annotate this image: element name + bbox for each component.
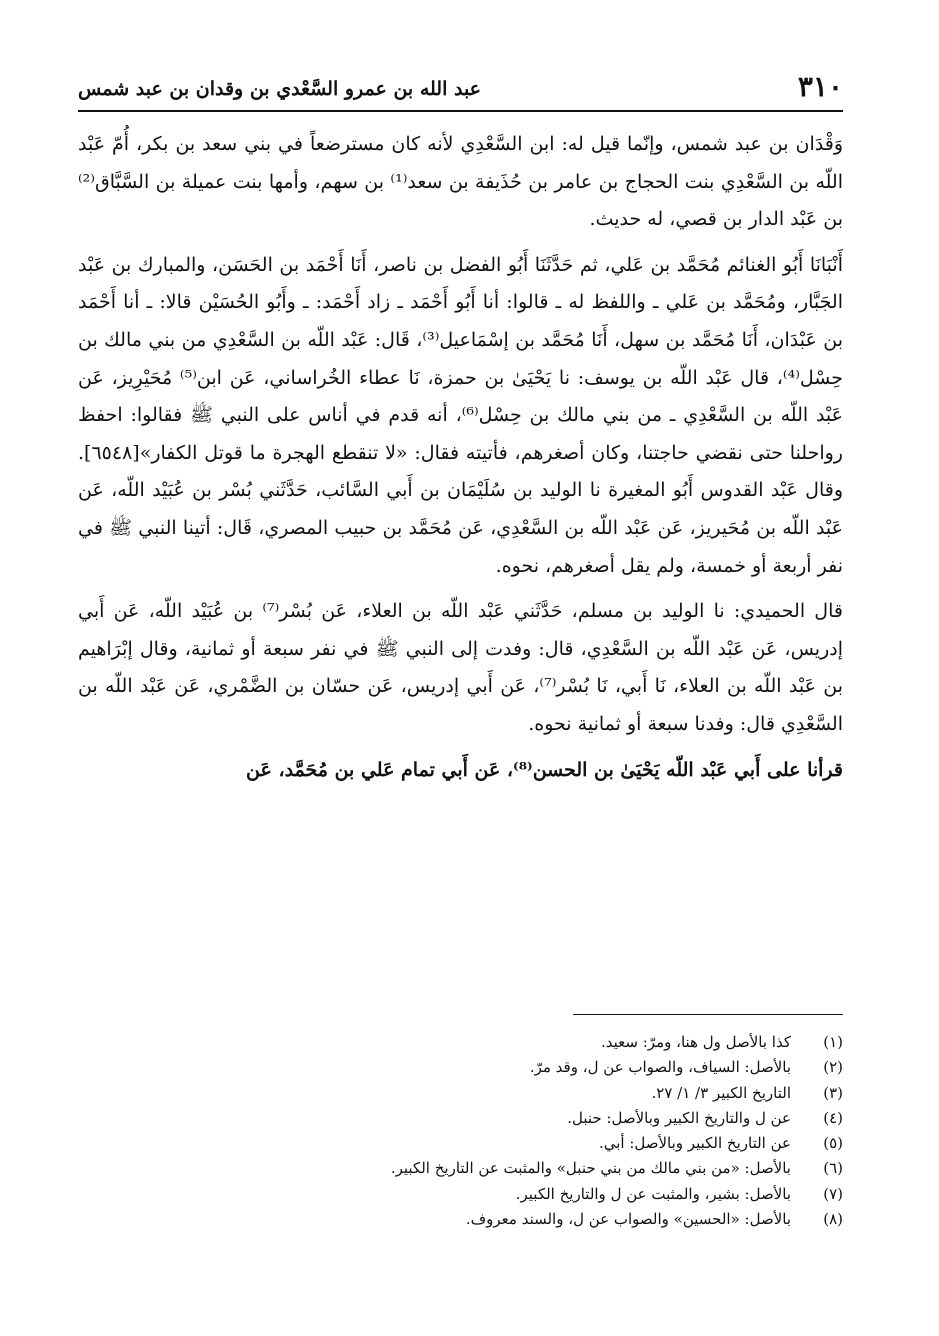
text-line: وأمها بنت عميلة بن السَّبَّاق⁽²⁾ بن عَبْد الدار بن قصي، له حديث. xyxy=(78,170,843,231)
footnotes xyxy=(78,1030,843,1232)
text-line: مُحَمَّد بن حبيب المصري، قَال: أتينا النبي ﷺ في نفر أربعة أو خمسة، ولم يقل xyxy=(78,516,843,577)
paragraph xyxy=(78,752,843,790)
text-line: نحوه. xyxy=(528,712,572,735)
footnote-separator xyxy=(573,1014,843,1015)
footnote xyxy=(78,1106,843,1131)
footnote xyxy=(78,1182,843,1207)
text-line: احفظ رواحلنا حتى نقضي حاجتنا، وكان أصغرهم، فأتيته فقال: «لا تنقطع الهجرة ما xyxy=(78,404,843,464)
text-line: قرأنا على أَبي عَبْد اللّه يَحْيَىٰ بن الحسن⁽⁸⁾، عَن أَبي تمام عَلي بن مُحَمَّد، عَن xyxy=(246,758,843,781)
footnote xyxy=(78,1030,843,1055)
paragraph xyxy=(78,593,843,743)
footnote xyxy=(78,1081,843,1106)
text-line: قوتل الكفار»[٦٥٤٨]. وقال عَبْد القدوس أَبُو المغيرة نا الوليد بن سُلَيْمَان بن أَبي السَّائب، xyxy=(78,441,843,502)
footnote-text: التاريخ الكبير ٣/ ١/ ٢٧. xyxy=(651,1083,791,1102)
text-line: الحَسَن، والمبارك بن عَبْد الجَبَّار، ومُحَمَّد بن عَلي ـ واللفظ له ـ قالوا: أنا أَبُو xyxy=(78,253,844,314)
footnote-number: (٤) xyxy=(823,1108,843,1127)
text-line: أَحْمَد ـ زاد أَحْمَد: ـ وأَبُو الحُسَيْن قالا: ـ أنا أَحْمَد بن عَبْدَان، أَنَا مُحَمَّد بن سهل، أَنَا xyxy=(78,291,844,351)
main-text xyxy=(78,126,843,789)
footnote-number: (٦) xyxy=(823,1159,843,1178)
footnote xyxy=(78,1055,843,1080)
paragraph xyxy=(78,126,843,239)
text-line: عَبْد اللّه بن يوسف: نا يَحْيَىٰ بن حمزة، نَا عطاء الخُراساني، عَن ابن⁽⁵⁾ مُحَيْرِيز، عَن xyxy=(78,366,733,389)
footnote-text: بالأصل: «من بني مالك من بني حنبل» والمثبت عن التاريخ الكبير. xyxy=(390,1159,791,1178)
footnote xyxy=(78,1156,843,1181)
footnote-number: (١) xyxy=(823,1033,843,1051)
text-line: أصغرهم، نحوه. xyxy=(495,554,615,577)
text-line: وَقْدَان بن عبد شمس، وإنّما قيل له: ابن السَّعْدِي لأنه كان مسترضعاً في بني سعد بن xyxy=(175,133,843,155)
footnote-number: (٢) xyxy=(823,1058,843,1077)
footnote-text: عن التاريخ الكبير وبالأصل: أبي. xyxy=(598,1134,791,1153)
footnote-number: (٥) xyxy=(823,1134,843,1153)
footnote-text: عن ل والتاريخ الكبير وبالأصل: حنبل. xyxy=(567,1108,791,1127)
footnote-number: (٣) xyxy=(823,1083,843,1102)
page-header xyxy=(78,60,843,112)
paragraph xyxy=(78,247,843,585)
text-line: سبعة أو ثمانية، وقال إبْرَاهيم بن عَبْد اللّه بن العلاء، نَا أَبي، نَا بُسْر⁽⁷⁾، عَن أَبي xyxy=(78,637,843,698)
text-line: عَبْد اللّه بن السَّعْدِي ـ من بني مالك بن حِسْل⁽⁶⁾، أنه قدم في أناس على النبي ﷺ فقالوا: xyxy=(130,404,843,427)
footnote-number: (٧) xyxy=(823,1184,843,1203)
text-line: حَدَّثَني بُسْر بن عُبَيْد اللّه، عَن عَبْد اللّه بن مُحَيريز، عَن عَبْد اللّه بن السَّعْدِي، عَن xyxy=(78,479,843,539)
footnote-number: (٨) xyxy=(823,1210,843,1229)
footnote xyxy=(78,1131,843,1156)
footnote xyxy=(78,1207,843,1232)
text-line: عُبَيْد اللّه، عَن أَبي إدريس، عَن عَبْد اللّه بن السَّعْدِي، قال: وفدت إلى النبي ﷺ في نفر xyxy=(78,600,843,660)
text-line: قال الحميدي: نا الوليد بن مسلم، حَدَّثَني عَبْد اللّه بن العلاء، عَن بُسْر⁽⁷⁾ بن xyxy=(233,600,843,623)
footnote-text: بالأصل: السياف، والصواب عن ل، وقد مرّ. xyxy=(529,1058,791,1077)
text-line: بكر، أُمّ عَبْد اللّه بن السَّعْدِي بنت الحجاج بن عامر بن حُذَيفة بن سعد⁽¹⁾ بن سهم، xyxy=(78,133,844,193)
text-line: أَنْبَانَا أَبُو الغنائم مُحَمَّد بن عَلي، ثم حَدَّثَنَا أَبُو الفضل بن ناصر، أَنَا أَحْمَد بن xyxy=(279,253,843,276)
page-number: ٣١٠ xyxy=(797,70,843,103)
text-line: مُحَمَّد بن إسْمَاعيل⁽³⁾، قَال: عَبْد اللّه بن السَّعْدِي من بني مالك بن حِسْل⁽⁴⁾، قال xyxy=(78,328,843,389)
footnote-text: بالأصل: بشير، والمثبت عن ل والتاريخ الكبير. xyxy=(515,1184,791,1203)
footnote-text: كذا بالأصل ول هنا، ومرّ: سعيد. xyxy=(601,1033,791,1051)
text-line: إدريس، عَن حسّان بن الضَّمْري، عَن عَبْد اللّه بن السَّعْدِي قال: وفدنا سبعة أو ثمانية xyxy=(78,675,843,735)
running-title: عبد الله بن عمرو السَّعْدي بن وقدان بن عبد شمس xyxy=(78,78,482,100)
footnote-text: بالأصل: «الحسين» والصواب عن ل، والسند معروف. xyxy=(465,1210,791,1229)
